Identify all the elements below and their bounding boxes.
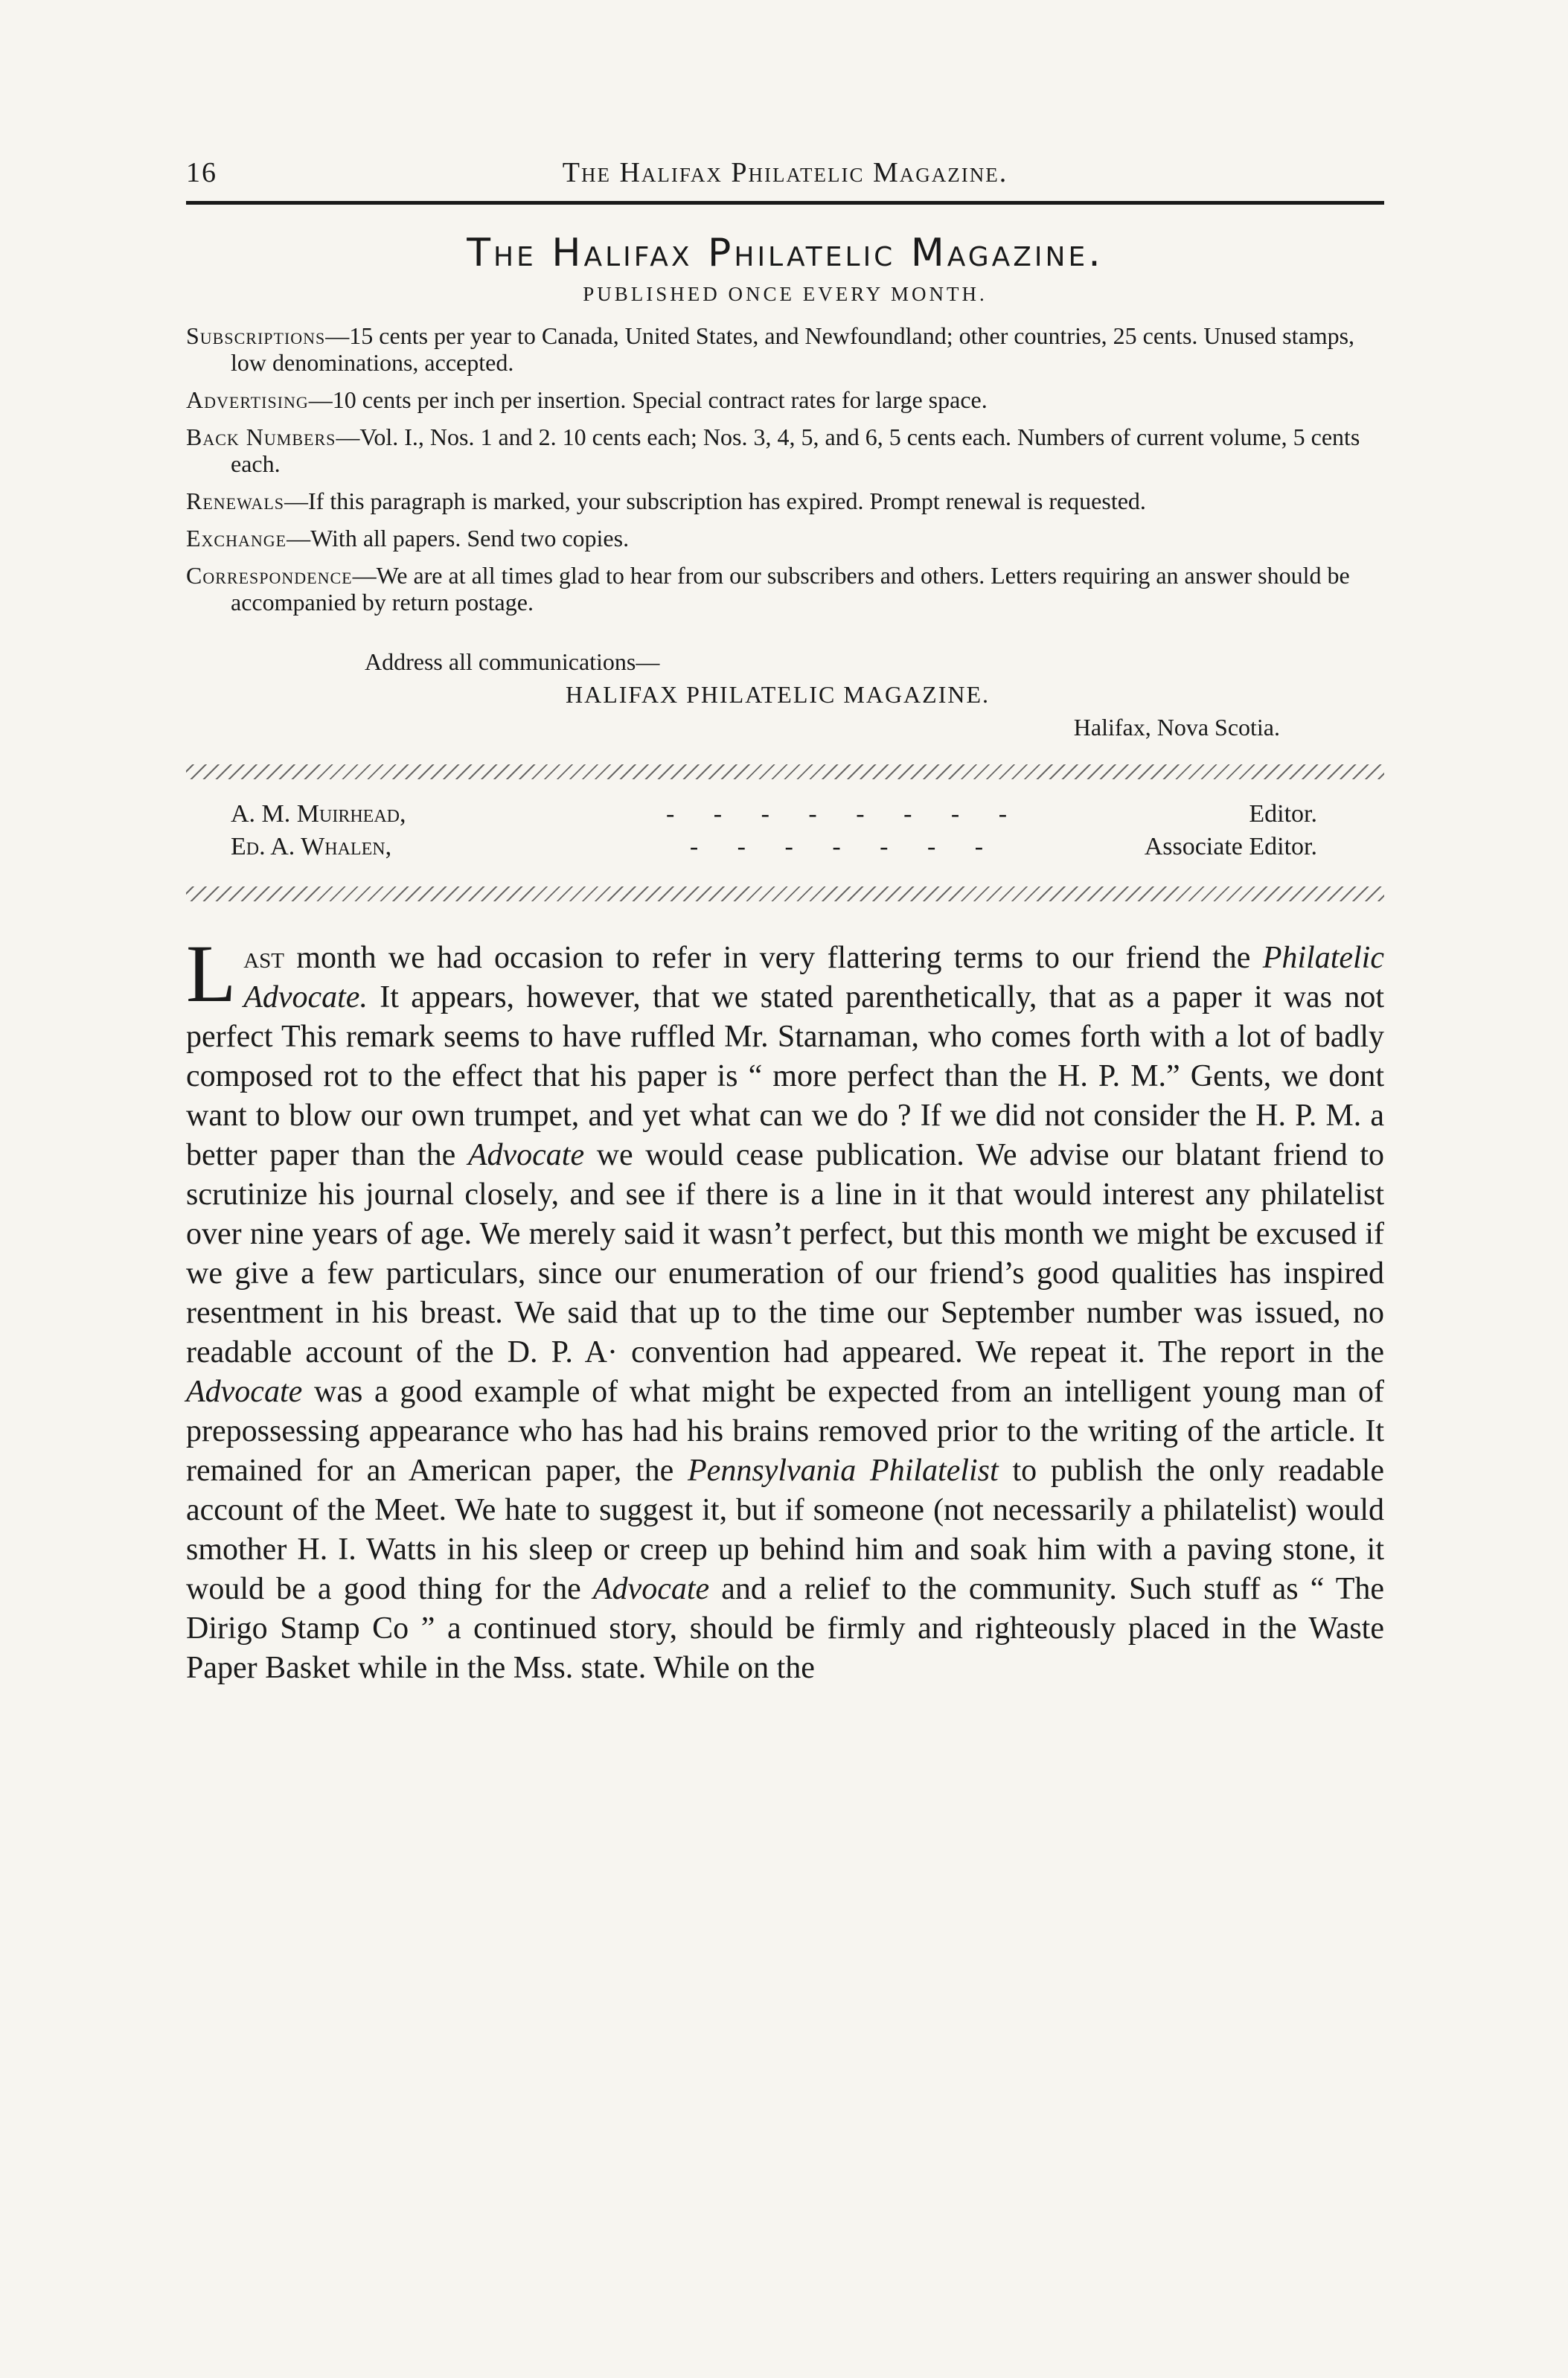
notice-renewals xyxy=(186,488,1384,514)
notice-correspondence xyxy=(186,562,1384,616)
article-text: we would cease publication. We advise our blatant friend to scrutinize his journal closely, and see if there is a line in it that would interest any philatelist over nine years of age. We merely said it wasn’t perfect, but this month we might be excused if we give a few particulars, since our enumeration of our friend’s good qualities has inspired resentment in his breast. We said that up to the time our September number was issued, no readable account of the D. P. A· convention had appeared. We repeat it. The report in the xyxy=(186,1138,1385,1369)
italic-title: Pennsylvania Philatelist xyxy=(688,1454,999,1488)
italic-title: Advocate xyxy=(467,1138,585,1172)
page-number: 16 xyxy=(186,157,217,188)
italic-title: Advocate xyxy=(186,1375,303,1409)
italic-title: Advocate xyxy=(592,1572,710,1606)
running-head xyxy=(186,149,1384,201)
notice-text: —We are at all times glad to hear from our subscribers and others. Letters requiring an answer should be accompanied by return postage. xyxy=(231,562,1350,616)
notice-text: —15 cents per year to Canada, United States, and Newfoundland; other countries, 25 cents. Unused stamps, low denominations, accepted. xyxy=(231,322,1355,376)
notice-label: Back Numbers xyxy=(186,423,336,450)
notice-label: Advertising xyxy=(186,386,309,413)
address-city: Halifax, Nova Scotia. xyxy=(1073,714,1280,741)
notice-text: —Vol. I., Nos. 1 and 2. 10 cents each; Nos. 3, 4, 5, and 6, 5 cents each. Numbers of current volume, 5 cents each. xyxy=(231,423,1360,477)
article-text: and a relief to the community. Such stuff as “ The Dirigo Stamp Co ” a continued story, should be firmly and righteously placed in the Waste Paper Basket while in the Mss. state. While on the xyxy=(186,1572,1385,1685)
article-text: It appears, however, that we stated parenthetically, that as a paper it was not perfect This remark seems to have ruffled Mr. Starnaman, who comes forth with a lot of badly composed rot to the effect that his paper is “ more perfect than the H. P. M.” Gents, we dont want to blow our own trumpet, and yet what can we do ? If we did not consider the H. P. M. a better paper than the xyxy=(186,980,1384,1172)
notices xyxy=(186,322,1384,616)
notice-label: Exchange xyxy=(186,525,287,552)
notice-text: —With all papers. Send two copies. xyxy=(287,525,630,552)
notice-label: Correspondence xyxy=(186,562,353,589)
address-magazine: HALIFAX PHILATELIC MAGAZINE. xyxy=(566,681,991,708)
editor-name: A. M. Muirhead, xyxy=(231,800,406,828)
running-title: The Halifax Philatelic Magazine. xyxy=(562,157,1008,188)
article-text: to publish the only readable account of the Meet. We hate to suggest it, but if someone (not necessarily a philatelist) would smother H. I. Watts in his sleep or creep up behind him and soak him with a paving stone, it would be a good thing for the xyxy=(186,1454,1384,1606)
wavy-divider xyxy=(186,886,1384,901)
editor-row xyxy=(186,800,1384,833)
leader-dots: - - - - - - - - xyxy=(665,800,1024,828)
header-rule xyxy=(186,201,1384,205)
article-text: was a good example of what might be expected from an intelligent young man of prepossessing appearance who has had his brains removed prior to the writing of the article. It remained for an American paper, the xyxy=(186,1375,1384,1488)
article-body xyxy=(186,928,1385,1688)
address-intro: Address all communications— xyxy=(365,648,660,675)
leader-dots: - - - - - - - xyxy=(689,833,1000,860)
publication-frequency: PUBLISHED ONCE EVERY MONTH. xyxy=(583,283,988,305)
notice-label: Renewals xyxy=(186,488,284,514)
address-block xyxy=(186,645,1384,744)
editor-name: Ed. A. Whalen, xyxy=(231,833,392,860)
notice-advertising xyxy=(186,386,1384,413)
notice-text: —10 cents per inch per insertion. Special contract rates for large space. xyxy=(308,386,988,413)
masthead-title: The Halifax Philatelic Magazine. xyxy=(467,231,1104,275)
drop-cap-continuation: ast xyxy=(243,941,284,975)
notice-subscriptions xyxy=(186,322,1384,376)
associate-editor-row xyxy=(186,833,1384,866)
notice-text: —If this paragraph is marked, your subscription has expired. Prompt renewal is requested. xyxy=(284,488,1146,514)
drop-cap: L xyxy=(186,928,237,1019)
notice-label: Subscriptions xyxy=(186,322,326,349)
editor-role: Associate Editor. xyxy=(1144,833,1317,860)
italic-title: Philatelic Advocate. xyxy=(243,941,1384,1014)
editor-role: Editor. xyxy=(1249,800,1317,828)
page xyxy=(186,149,1384,1688)
notice-back-numbers xyxy=(186,423,1384,477)
notice-exchange xyxy=(186,525,1384,552)
wavy-divider xyxy=(186,764,1384,779)
article-text: month we had occasion to refer in very flattering terms to our friend the xyxy=(284,941,1263,975)
